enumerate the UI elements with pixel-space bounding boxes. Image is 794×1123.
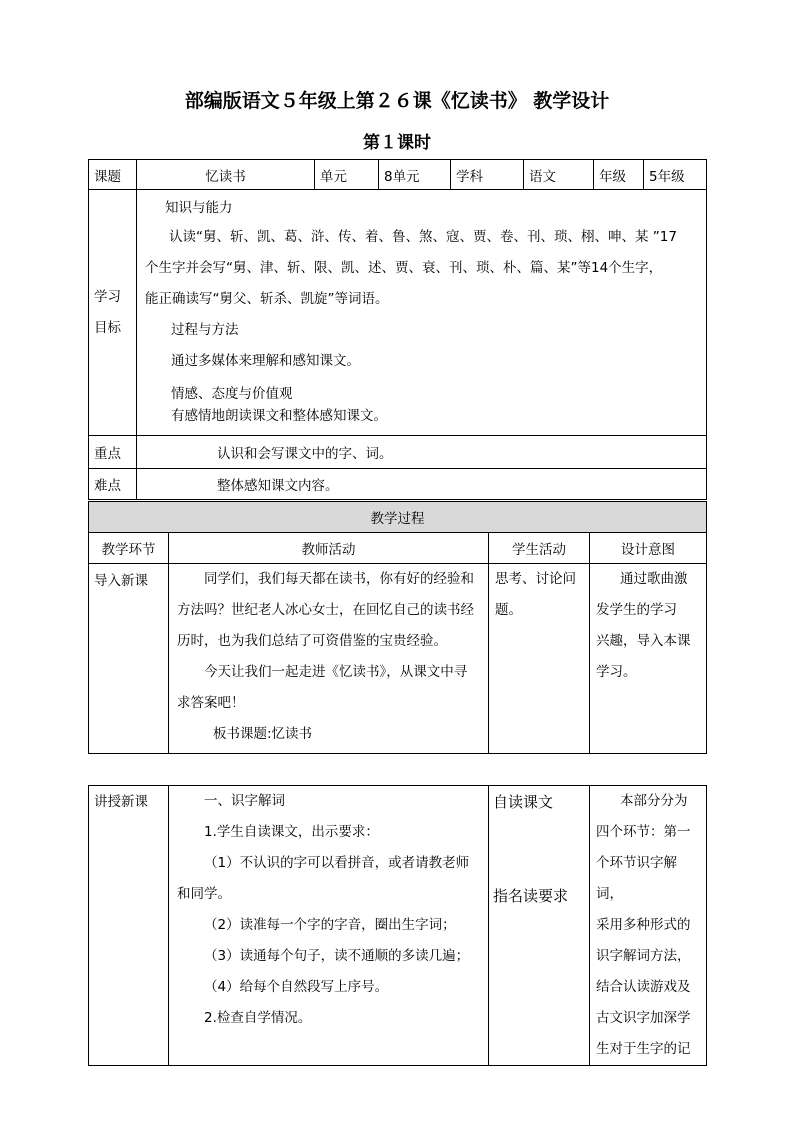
teaching-process-header: 教学过程 [89,502,707,533]
stage-new-lesson: 讲授新课 [89,786,169,1066]
design-intent-intro: 通过歌曲激 发学生的学习 兴趣，导入本课 学习。 [590,564,707,754]
student-activity-intro: 思考、讨论问 题。 [489,564,590,754]
topic-value: 忆读书 [137,160,315,190]
difficulty-label: 难点 [89,469,137,500]
goals-content [137,190,707,436]
col-header-teacher: 教师活动 [169,533,489,564]
col-header-student: 学生活动 [489,533,590,564]
goal-line: 认读“舅、斩、凯、葛、浒、传、着、鲁、煞、寇、贾、卷、刊、琐、栩、呻、某 ”17 [169,229,677,245]
grade-value: 5年级 [644,160,707,190]
goal-line: 有感情地朗读课文和整体感知课文。 [171,408,387,424]
new-lesson-table [88,785,707,1066]
goal-line: 能正确读写“舅父、斩杀、凯旋”等词语。 [145,291,389,307]
key-point-label: 重点 [89,436,137,469]
goal-line: 个生字并会写“舅、津、斩、限、凯、述、贾、衰、刊、琐、朴、篇、某”等14个生字， [145,260,663,276]
teacher-activity-new-lesson: 一、识字解词 1.学生自读课文，出示要求： （1）不认识的字可以看拼音，或者请教老师 和同学。 （2）读准每一个字的字音，圈出生字词； （3）读通每个句子，读不通顺的多读几遍； （4）给每个自然段写上序号。 2.检查自学情况。 [169,786,489,1066]
difficulty-value: 整体感知课文内容。 [137,469,707,500]
stage-intro: 导入新课 [89,564,169,754]
col-header-intent: 设计意图 [590,533,707,564]
goal-line: 通过多媒体来理解和感知课文。 [171,353,360,369]
key-point-value: 认识和会写课文中的字、词。 [137,436,707,469]
subject-label: 学科 [451,160,524,190]
lesson-period: 第１课时 [363,133,431,153]
lesson-info-table [88,159,707,500]
document-title: 部编版语文５年级上第２６课《忆读书》 教学设计 [184,90,610,112]
teaching-process-table [88,501,707,754]
topic-label: 课题 [89,160,137,190]
design-intent-new-lesson: 本部分分为 四个环节：第一 个环节识字解词， 采用多种形式的 识字解词方法， 结合认读游戏及 古文识字加深学 生对于生字的记 [590,786,707,1066]
teacher-activity-intro: 同学们，我们每天都在读书，你有好的经验和 方法吗？世纪老人冰心女士，在回忆自己的读书经 历时，也为我们总结了可资借鉴的宝贵经验。 今天让我们一起走进《忆读书》，从课文中寻 求答案吧！ 板书课题:忆读书 [169,564,489,754]
student-activity-new-lesson: 自读课文 指名读要求 [489,786,590,1066]
unit-label: 单元 [315,160,379,190]
goal-heading-process: 过程与方法 [171,322,239,338]
unit-value: 8单元 [379,160,451,190]
grade-label: 年级 [594,160,644,190]
goals-label: 学习 目标 [89,190,137,436]
goal-heading-knowledge: 知识与能力 [165,200,233,216]
col-header-stage: 教学环节 [89,533,169,564]
goal-heading-emotion: 情感、态度与价值观 [171,386,293,402]
subject-value: 语文 [524,160,594,190]
